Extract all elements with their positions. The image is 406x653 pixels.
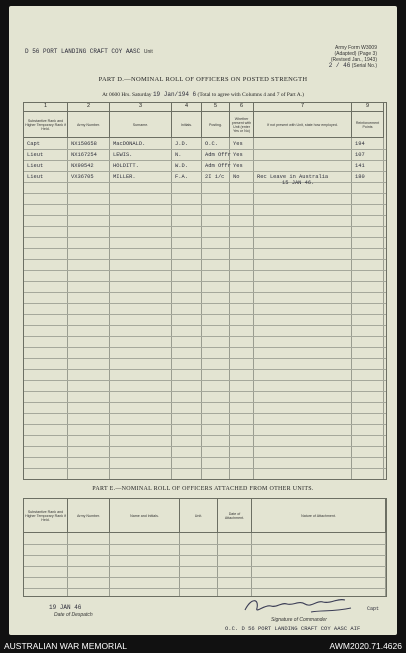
cell-number: VX36705 [71,174,94,180]
signature-rank: Capt [367,606,380,612]
cell-present: Yes [233,163,243,169]
rule-line [24,303,386,304]
cell-rank: Lieut [27,174,44,180]
army-form-number: Army Form W3009 [335,45,377,51]
rule-line [24,226,386,227]
rule-line [24,391,386,392]
col-header-present: Whether present with Unit (enter Yes or No) [230,112,254,138]
col-header-employed: If not present with Unit, state how employed. [254,112,352,138]
col-header-initials: Initials. [172,112,202,138]
part-e-title: PART E.—NOMINAL ROLL OF OFFICERS ATTACHED FROM OTHER UNITS. [92,486,314,492]
army-form-revised: (Revised Jan., 1943) [330,57,377,63]
e-col-header-number: Army Number. [68,499,110,533]
cell-points: 107 [355,152,365,158]
col-header-posting: Posting. [202,112,230,138]
document-sheet [9,6,397,635]
serial-typed: 2 / 46 [328,62,351,69]
e-col-body-unit [180,533,218,596]
cell-points: 141 [355,163,365,169]
col-body-employed [254,138,352,479]
army-form-block [329,45,377,69]
rule-line [24,402,386,403]
part-e-table [23,498,387,597]
col-body-surname [110,138,172,479]
cell-rank: Lieut [27,163,44,169]
e-col-header-date: Date of Attachment. [218,499,252,533]
army-form-adapted: (Adapted) (Page 3) [334,51,377,57]
rule-line [24,446,386,447]
cell-employed: Rec Leave in Australia [257,174,329,180]
table-row [24,161,386,172]
rule-line [24,369,386,370]
rule-line [24,544,386,545]
col-header-rank: Substantive Rank and Higher Temporary Rank if Held. [24,112,68,138]
rule-line [24,281,386,282]
rule-line [24,215,386,216]
cell-number: NX90542 [71,163,94,169]
e-col-body-date [218,533,252,596]
rule-line [24,292,386,293]
rule-line [24,314,386,315]
commander-unit: O.C. D 56 PORT LANDING CRAFT COY AASC AIF [225,625,361,632]
col-number-3: 3 [110,103,172,112]
col-header-points: Reinforcement Points [352,112,384,138]
col-body-rank [24,138,68,479]
rule-line [24,204,386,205]
commander-signature [241,592,361,618]
table-row [24,172,386,186]
rule-line [24,457,386,458]
cell-posting: 2I i/c [205,174,225,180]
cell-initials: F.A. [175,174,188,180]
e-col-body-nature [252,533,386,596]
e-col-header-unit: Unit. [180,499,218,533]
rule-line [24,468,386,469]
col-number-8: 9 [352,103,384,112]
rule-line [24,336,386,337]
rule-line [24,435,386,436]
cell-surname: LEWIS. [113,152,133,158]
e-col-body-name [110,533,180,596]
cell-number: NX150658 [71,141,97,147]
col-number-7: 7 [254,103,352,112]
part-d-at-line [9,91,397,98]
e-col-body-rank [24,533,68,596]
cell-number: NX167254 [71,152,97,158]
col-number-5: 5 [202,103,230,112]
cell-surname: HOLDITT. [113,163,139,169]
cell-surname: MacDONALD. [113,141,146,147]
unit-line [25,48,153,55]
cell-posting: O.C. [205,141,218,147]
cell-present: Yes [233,152,243,158]
unit-label: Unit [143,49,153,55]
caption-left: AUSTRALIAN WAR MEMORIAL [4,641,127,651]
rule-line [24,325,386,326]
rule-line [24,577,386,578]
rule-line [24,259,386,260]
col-header-surname: Surname. [110,112,172,138]
e-col-body-number [68,533,110,596]
cell-posting: Adm Offr [205,152,231,158]
cell-employed-line2: 15 JAN 46. [282,180,315,186]
rule-line [24,588,386,589]
unit-typed: D 56 PORT LANDING CRAFT COY AASC [25,48,141,55]
cell-rank: Lieut [27,152,44,158]
rule-line [24,193,386,194]
rule-line [24,566,386,567]
rule-line [24,237,386,238]
rule-line [24,270,386,271]
rule-line [24,358,386,359]
table-row [24,150,386,161]
rule-line [24,347,386,348]
cell-present: No [233,174,240,180]
caption-right: AWM2020.71.4626 [329,641,402,651]
col-number-4: 4 [172,103,202,112]
col-body-points [352,138,384,479]
cell-initials: J.D. [175,141,188,147]
cell-rank: Capt [27,141,40,147]
e-col-header-nature: Nature of Attachment. [252,499,386,533]
at-suffix: (Total to agree with Columns 4 and 7 of Part A.) [197,92,304,98]
cell-initials: W.D. [175,163,188,169]
rule-line [24,248,386,249]
cell-surname: MILLER. [113,174,136,180]
serial-label: (Serial No.) [351,63,377,69]
at-date: 19 Jan/194 6 [152,91,197,98]
part-d-title: PART D.—NOMINAL ROLL OF OFFICERS ON POSTED STRENGTH [98,76,308,83]
cell-posting: Adm Offr [205,163,231,169]
despatch-date: 19 JAN 46 [49,604,82,611]
e-col-header-rank: Substantive Rank and Higher Temporary Rank if Held. [24,499,68,533]
col-number-2: 2 [68,103,110,112]
part-d-table [23,102,387,480]
caption-bar [0,638,406,653]
rule-line [24,555,386,556]
col-body-initials [172,138,202,479]
cell-initials: N. [175,152,182,158]
cell-present: Yes [233,141,243,147]
col-number-6: 6 [230,103,254,112]
rule-line [24,380,386,381]
e-col-header-name: Name and Initials. [110,499,180,533]
rule-line [24,424,386,425]
signature-label: Signature of Commander [271,617,327,623]
table-row [24,139,386,150]
col-number-1: 1 [24,103,68,112]
col-body-number [68,138,110,479]
col-header-number: Army Number. [68,112,110,138]
despatch-label: Date of Despatch [54,612,93,618]
col-body-present [230,138,254,479]
cell-points: 180 [355,174,365,180]
cell-points: 194 [355,141,365,147]
rule-line [24,413,386,414]
at-prefix: At 0600 Hrs. Saturday [102,92,152,98]
col-body-posting [202,138,230,479]
